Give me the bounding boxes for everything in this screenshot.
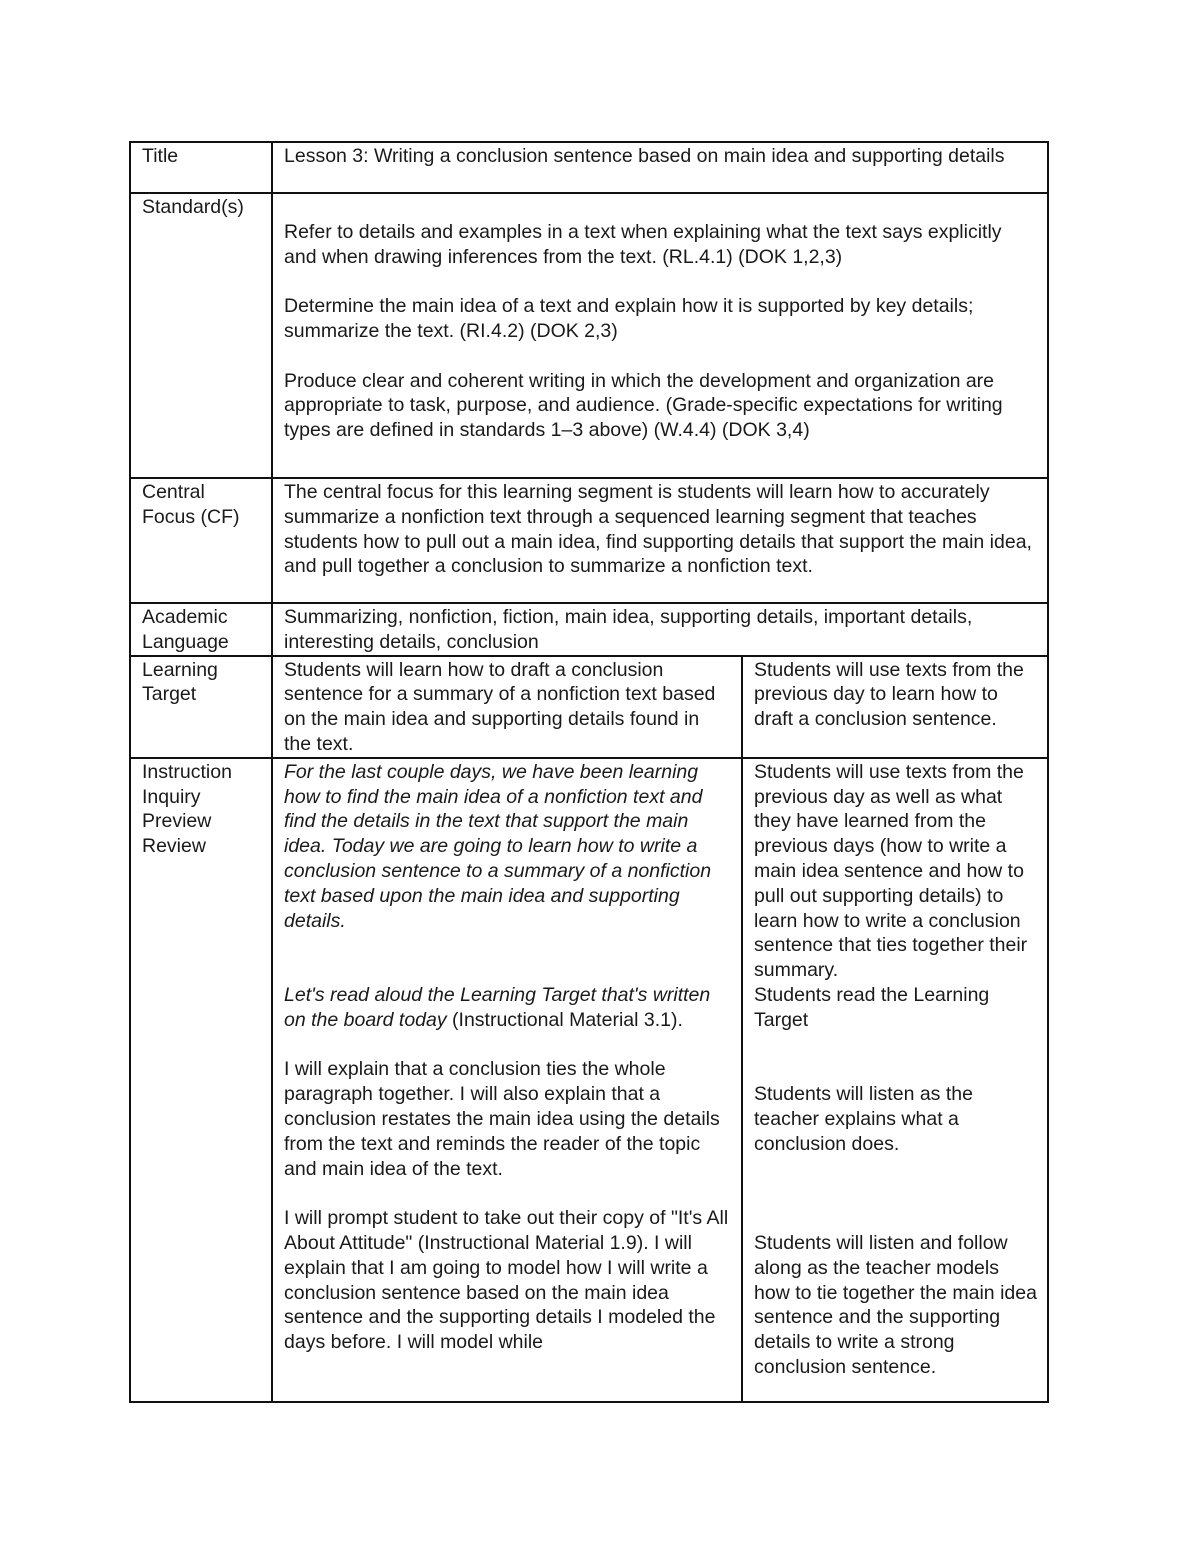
instruction-label: Instruction Inquiry Preview Review xyxy=(130,758,272,1402)
teacher-step-3: I will explain that a conclusion ties the whole paragraph together. I will also explain that a conclusion restates the main idea using the details from the text and reminds the reader of the topic and main idea of the text. xyxy=(284,1058,720,1180)
central-focus-value: The central focus for this learning segment is students will learn how to accurately summarize a nonfiction text through a sequenced learning segment that teaches students how to pull out a main idea, find supporting details that support the main idea, and pull together a conclusion to summarize a nonfiction text. xyxy=(272,478,1048,603)
instruction-students-cell xyxy=(742,758,1048,1402)
teacher-step-4: I will prompt student to take out their copy of "It's All About Attitude" (Instructional Material 1.9). I will explain that I am going to model how I will write a conclusion sentence based on the main idea sentence and the supporting details I modeled the days before. I will model while xyxy=(284,1207,729,1354)
teacher-step-2: Let's read aloud the Learning Target that's written on the board today (Instructional Material 3.1). xyxy=(284,983,711,1031)
title-label: Title xyxy=(130,142,272,193)
standard-ri-4-2: Determine the main idea of a text and explain how it is supported by key details; summarize the text. (RI.4.2) (DOK 2,3) xyxy=(284,295,974,342)
row-standards xyxy=(130,193,1048,478)
student-step-2: Students read the Learning Target xyxy=(754,983,990,1031)
teacher-step-1: For the last couple days, we have been learning how to find the main idea of a nonfiction text and find the details in the text that support the main idea. Today we are going to learn how to write a conclusion sentence to a summary of a nonfiction text based upon the main idea and supporting details. xyxy=(284,760,712,932)
central-focus-label: Central Focus (CF) xyxy=(130,478,272,603)
row-instruction xyxy=(130,758,1048,1402)
instruction-teacher-cell xyxy=(272,758,742,1402)
student-step-3: Students will listen as the teacher explains what a conclusion does. xyxy=(754,1083,973,1155)
student-step-4: Students will listen and follow along as the teacher models how to tie together the main idea sentence and the supporting details to write a strong conclusion sentence. xyxy=(754,1231,1037,1378)
standards-label: Standard(s) xyxy=(130,193,272,478)
row-learning-target xyxy=(130,656,1048,758)
learning-target-label: Learning Target xyxy=(130,656,272,758)
student-step-1: Students will use texts from the previous day as well as what they have learned from the previous days (how to write a main idea sentence and how to pull out supporting details) to learn how to write a conclusion sentence that ties together their summary. xyxy=(754,760,1028,982)
standard-w-4-4: Produce clear and coherent writing in which the development and organization are appropriate to task, purpose, and audience. (Grade-specific expectations for writing types are defined in standards 1–3 above) (W.4.4) (DOK 3,4) xyxy=(284,369,1003,442)
row-academic-language xyxy=(130,603,1048,656)
row-central-focus xyxy=(130,478,1048,603)
learning-target-students: Students will use texts from the previous day to learn how to draft a conclusion sentence. xyxy=(742,656,1048,758)
academic-language-value: Summarizing, nonfiction, fiction, main idea, supporting details, important details, interesting details, conclusion xyxy=(272,603,1048,656)
academic-language-label: Academic Language xyxy=(130,603,272,656)
standards-cell xyxy=(272,193,1048,478)
row-title xyxy=(130,142,1048,193)
standard-rl-4-1: Refer to details and examples in a text when explaining what the text says explicitly and when drawing inferences from the text. (RL.4.1) (DOK 1,2,3) xyxy=(284,220,1002,268)
lesson-plan-table xyxy=(129,141,1049,1403)
title-value: Lesson 3: Writing a conclusion sentence based on main idea and supporting details xyxy=(272,142,1048,193)
learning-target-teacher: Students will learn how to draft a conclusion sentence for a summary of a nonfiction text based on the main idea and supporting details found in the text. xyxy=(272,656,742,758)
